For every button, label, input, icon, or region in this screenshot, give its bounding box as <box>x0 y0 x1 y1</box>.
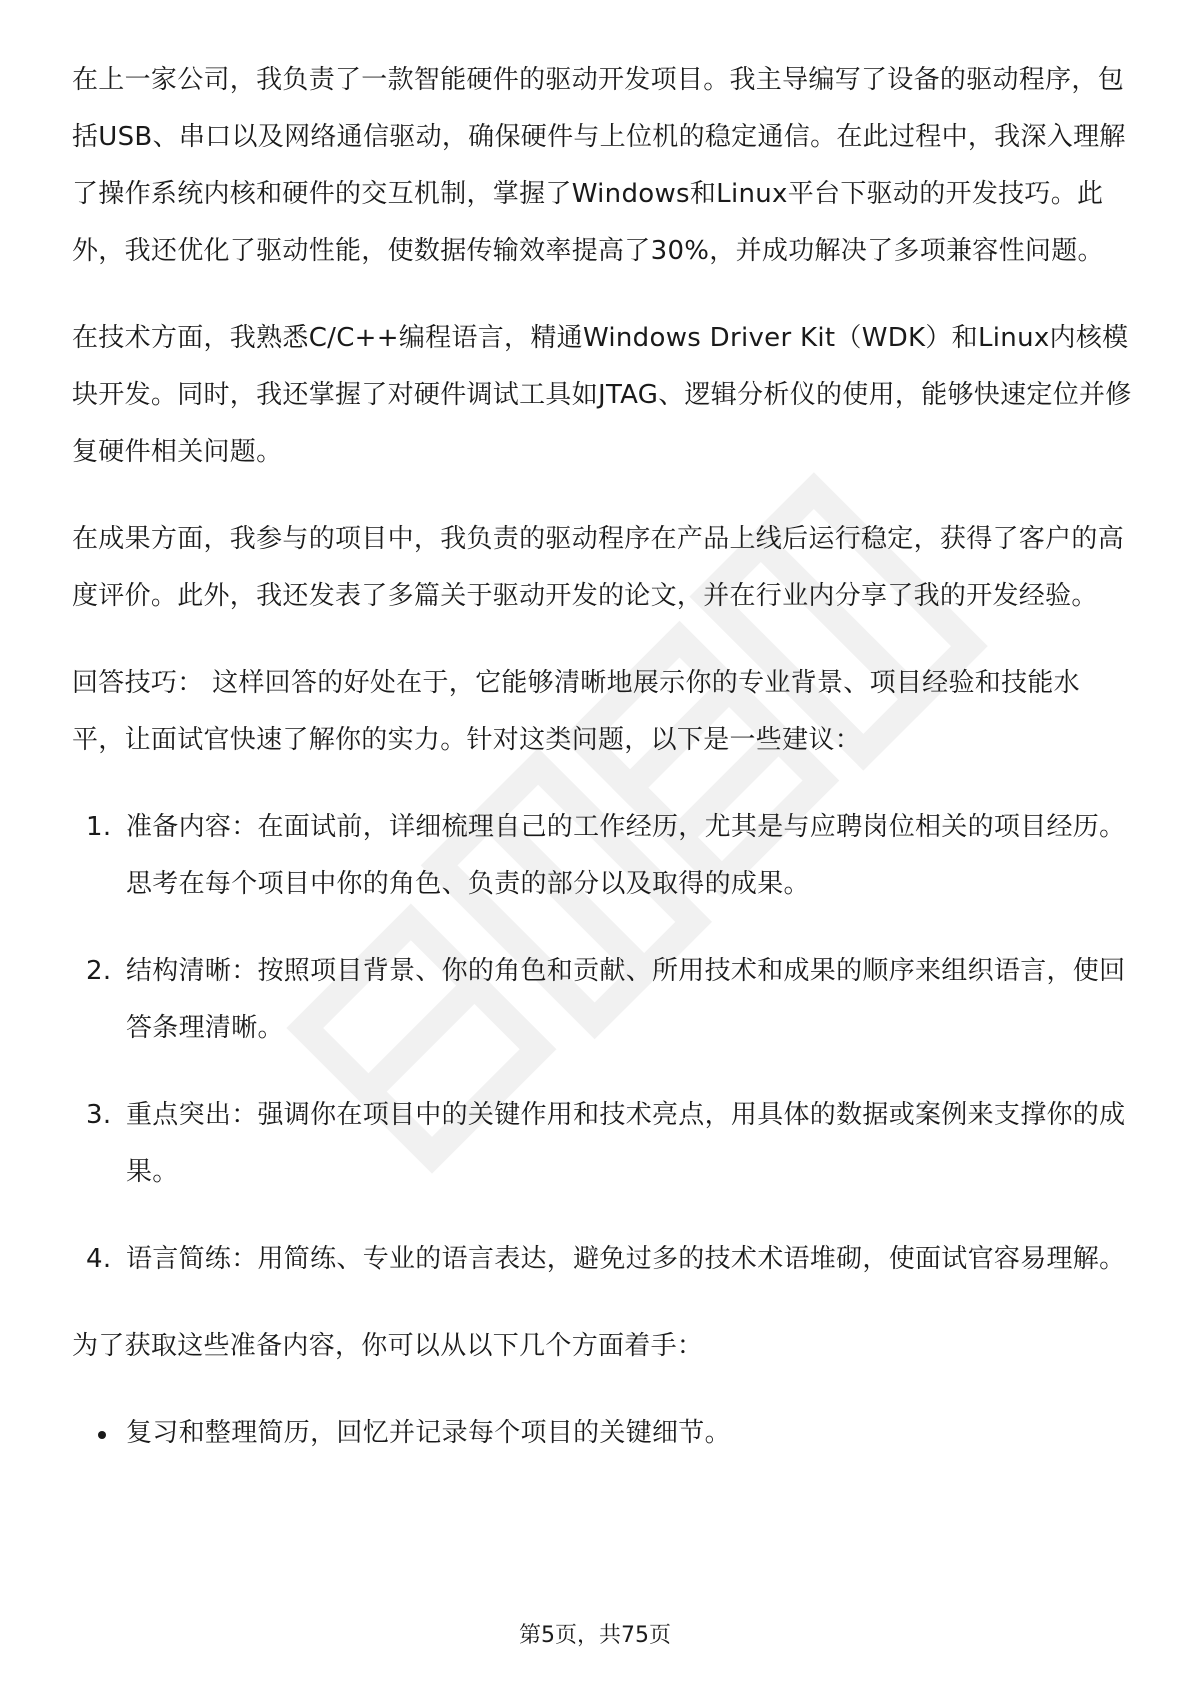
list-item-text: 结构清晰：按照项目背景、你的角色和贡献、所用技术和成果的顺序来组织语言，使回答条理清晰。 <box>126 956 1126 1043</box>
numbered-tips-list <box>72 799 1132 1288</box>
paragraph-technical-skills: 在技术方面，我熟悉C/C++编程语言，精通Windows Driver Kit（WDK）和Linux内核模块开发。同时，我还掌握了对硬件调试工具如JTAG、逻辑分析仪的使用，能够快速定位并修复硬件相关问题。 <box>72 323 1132 467</box>
list-item <box>72 1405 1132 1462</box>
list-number: 2. <box>86 956 112 986</box>
page-footer: 第5页，共75页 <box>519 1623 671 1648</box>
list-item-text: 语言简练：用简练、专业的语言表达，避免过多的技术术语堆砌，使面试官容易理解。 <box>126 1244 1126 1274</box>
list-item <box>72 1087 1132 1201</box>
document-page <box>72 52 1132 1462</box>
list-item <box>72 943 1132 1057</box>
paragraph-project-experience: 在上一家公司，我负责了一款智能硬件的驱动开发项目。我主导编写了设备的驱动程序，包括USB、串口以及网络通信驱动，确保硬件与上位机的稳定通信。在此过程中，我深入理解了操作系统内核和硬件的交互机制，掌握了Windows和Linux平台下驱动的开发技巧。此外，我还优化了驱动性能，使数据传输效率提高了30%，并成功解决了多项兼容性问题。 <box>72 65 1126 266</box>
bullet-list <box>72 1405 1132 1462</box>
list-item <box>72 799 1132 913</box>
paragraph-preparation-intro: 为了获取这些准备内容，你可以从以下几个方面着手： <box>72 1331 704 1361</box>
list-item-text: 重点突出：强调你在项目中的关键作用和技术亮点，用具体的数据或案例来支撑你的成果。 <box>126 1100 1126 1187</box>
list-number: 4. <box>86 1244 112 1274</box>
bullet-icon <box>98 1431 106 1439</box>
list-item <box>72 1231 1132 1288</box>
paragraph-answer-tips: 回答技巧： 这样回答的好处在于，它能够清晰地展示你的专业背景、项目经验和技能水平，让面试官快速了解你的实力。针对这类问题，以下是一些建议： <box>72 668 1080 755</box>
list-number: 1. <box>86 812 112 842</box>
paragraph-achievements: 在成果方面，我参与的项目中，我负责的驱动程序在产品上线后运行稳定，获得了客户的高度评价。此外，我还发表了多篇关于驱动开发的论文，并在行业内分享了我的开发经验。 <box>72 524 1125 611</box>
bullet-item-text: 复习和整理简历，回忆并记录每个项目的关键细节。 <box>126 1418 731 1448</box>
list-number: 3. <box>86 1100 112 1130</box>
list-item-text: 准备内容：在面试前，详细梳理自己的工作经历，尤其是与应聘岗位相关的项目经历。思考在每个项目中你的角色、负责的部分以及取得的成果。 <box>126 812 1126 899</box>
